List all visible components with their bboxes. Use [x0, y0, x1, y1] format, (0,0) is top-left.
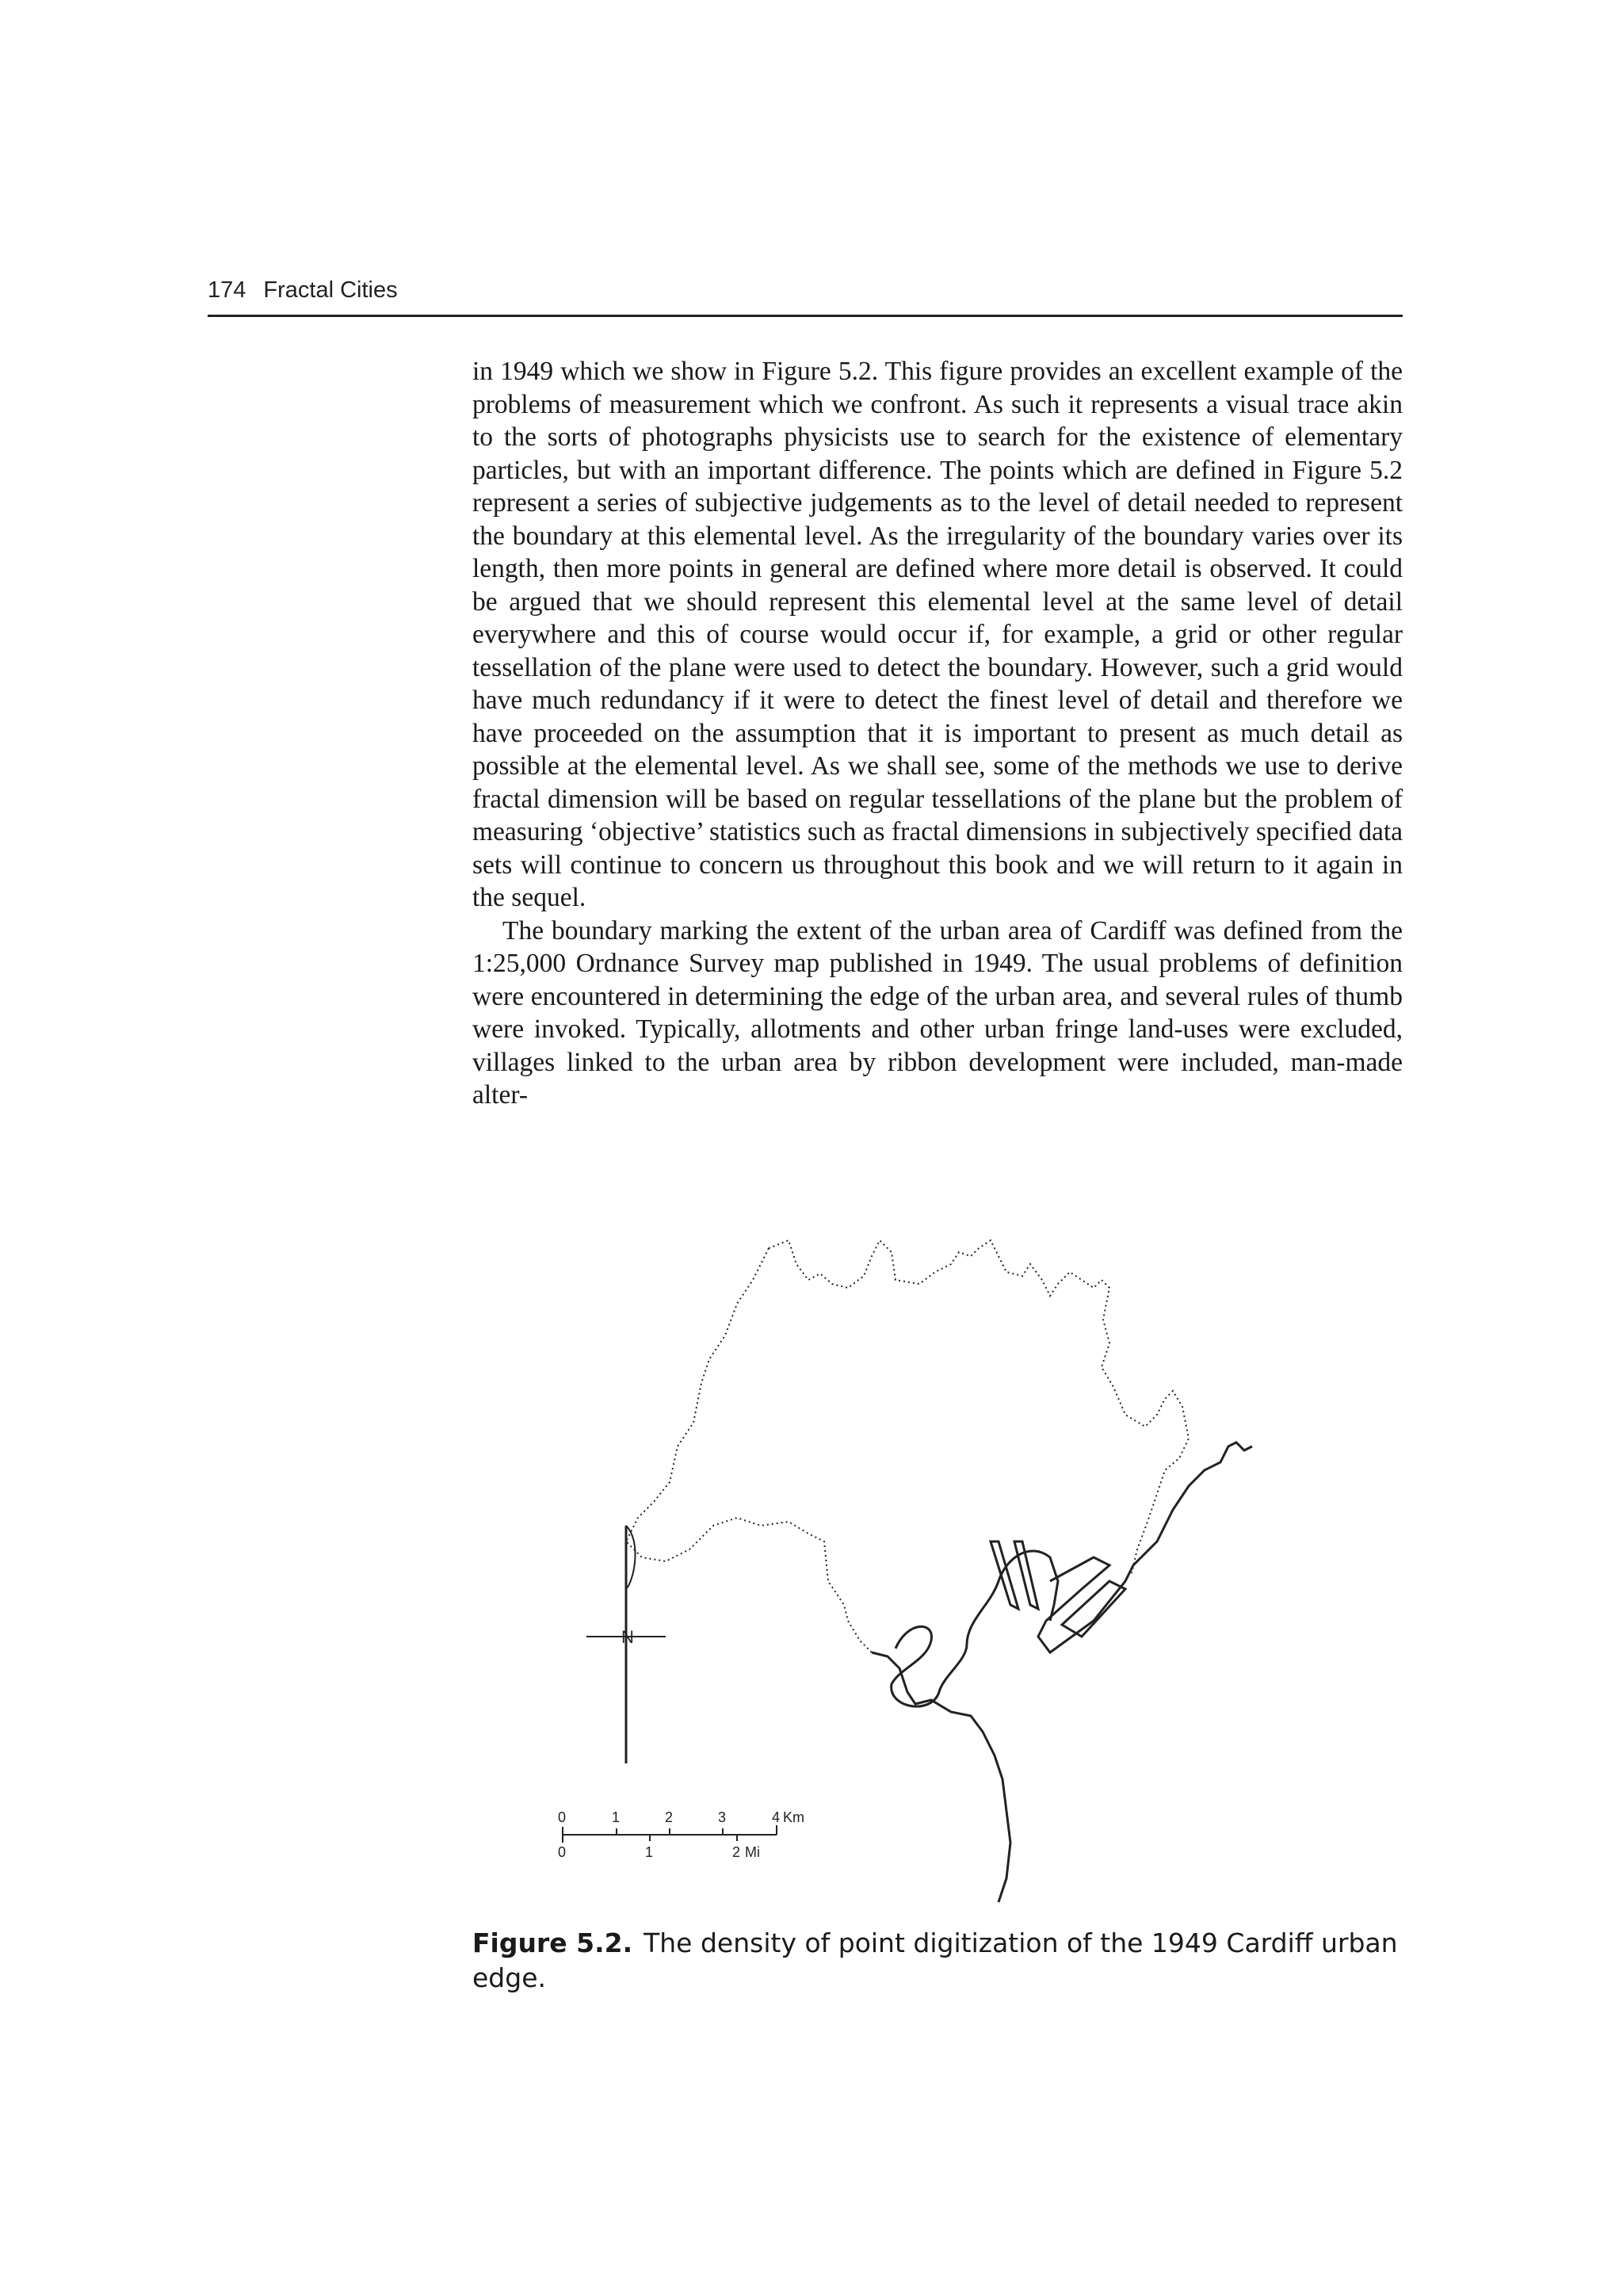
scale-mi-unit: Mi [745, 1844, 760, 1860]
scale-km-tick-1: 1 [612, 1809, 621, 1825]
figure-map [558, 1209, 1252, 1922]
urban-boundary-south-west [626, 1248, 872, 1652]
scale-km-tick-2: 2 [665, 1809, 674, 1825]
figure-cardiff-urban-edge [558, 1209, 1252, 1922]
dock-basin [1062, 1581, 1125, 1637]
header-rule [208, 315, 1403, 317]
page-number: 174 [208, 277, 246, 303]
north-label: N [621, 1627, 634, 1647]
scale-km-tick-4: 4 [772, 1809, 781, 1825]
river-estuary [892, 1551, 1058, 1706]
scale-mi-tick-0: 0 [558, 1844, 567, 1860]
scale-km-unit: Km [783, 1809, 804, 1825]
urban-boundary-west [769, 1240, 1189, 1573]
caption-text: The density of point digitization of the 1949 Cardiff urban edge. [472, 1927, 1398, 1993]
running-title: Fractal Cities [263, 277, 398, 303]
paragraph-1: in 1949 which we show in Figure 5.2. This figure provides an excellent example of the problems of measurement which we confront. As such it represents a visual trace akin to the sorts of photographs physicists use to search for the existence of elementary particles, but with an important difference. The points which are defined in Figure 5.2 represent a series of subjective judgements as to the level of detail needed to represent the boundary at this elemental level. As the irregularity of the boundary varies over its length, then more points in general are defined where more detail is observed. It could be argued that we should represent this elemental level at the same level of detail everywhere and this of course would occur if, for example, a grid or other regular tessellation of the plane were used to detect the boundary. However, such a grid would have much redundancy if it were to detect the finest level of detail and therefore we have proceeded on the assumption that it is important to present as much detail as possible at the elemental level. As we shall see, some of the methods we use to derive fractal dimension will be based on regular tessellations of the plane but the problem of measuring ‘objective’ statistics such as fractal dimensions in subjectively specified data sets will continue to concern us throughout this book and we will return to it again in the sequel. [472, 357, 1403, 912]
running-head [208, 277, 1403, 304]
docks-outer [991, 1442, 1252, 1652]
figure-caption [472, 1926, 1403, 1996]
scale-mi-tick-1: 1 [645, 1844, 654, 1860]
scale-mi-tick-2: 2 [732, 1844, 741, 1860]
scale-km-tick-3: 3 [718, 1809, 727, 1825]
scale-km-tick-0: 0 [558, 1809, 567, 1825]
body-text [472, 355, 1403, 1112]
scale-bar [563, 1825, 777, 1843]
caption-label: Figure 5.2. [472, 1927, 633, 1958]
paragraph-2: The boundary marking the extent of the urban area of Cardiff was defined from the 1:25,000 Ordnance Survey map published in 1949. The usual problems of definition were encountered in determining the edge of the urban area, and several rules of thumb were invoked. Typically, allotments and other urban fringe land-uses were excluded, villages linked to the urban area by ribbon development were included, man-made alter- [472, 915, 1403, 1110]
